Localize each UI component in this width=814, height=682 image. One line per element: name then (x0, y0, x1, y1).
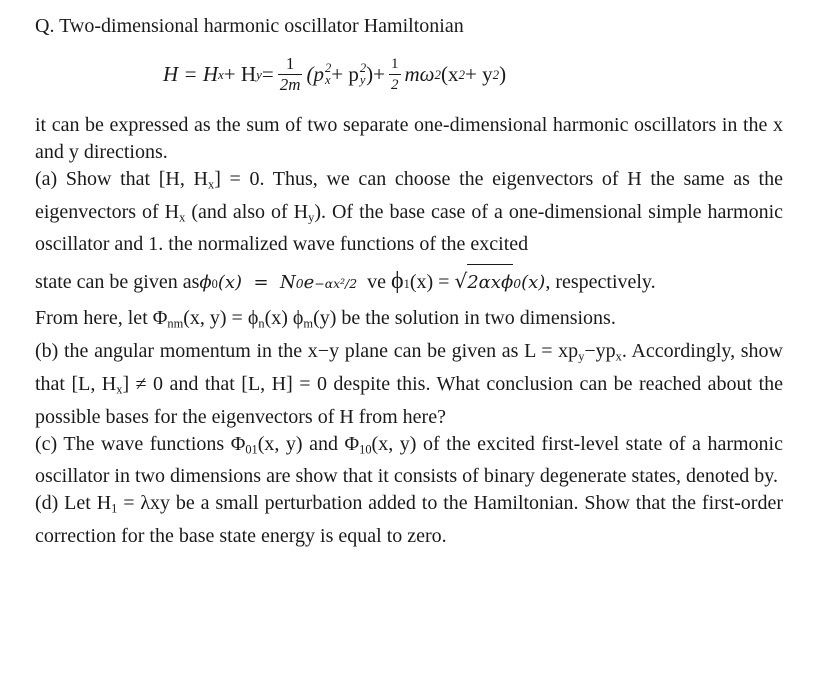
phi0-e: e (303, 272, 315, 294)
eq-frac1-num: 1 (285, 54, 295, 73)
eq-kinetic-open: (p (306, 62, 324, 86)
part-a-text-2-mid: (and also of H (185, 200, 309, 223)
eq-potential: mω (404, 62, 435, 86)
eq-px-sq: 2 (324, 61, 332, 76)
eq-kinetic-mid: + p (331, 62, 359, 86)
sqrt-arg: (x) (521, 272, 546, 294)
part-d-text-2: = λxy be a small perturbation added to the Hamiltonian. Show that the first-order correction for the base state energy is equal to zero. (35, 492, 783, 548)
phi0-sub: 0 (211, 277, 218, 292)
eq-potential-open: (x (441, 62, 459, 86)
line3-b: (x, y) = ϕ (183, 307, 259, 330)
part-b-text-1: (b) the angular momentum in the x−y plane can be given as L = xp (35, 340, 579, 363)
part-a-text-1: (a) Show that [H, H (35, 168, 208, 190)
part-d-text-1: (d) Let H (35, 492, 112, 515)
part-a-text-1-rest: ] = 0. Thus, we can choose the eigenvectors of H the same as the eigenvectors of H (35, 168, 783, 223)
phi1-symbol: ϕ (390, 268, 404, 295)
line3-sub-n: n (258, 317, 265, 332)
phi1-sub: 1 (403, 277, 410, 292)
part-b-sub-x-2: x (116, 382, 123, 397)
eq-y-sq: 2 (492, 66, 500, 82)
part-b-text-4: ] ≠ 0 and that [L, H] = 0 despite this. What conclusion can be reached about the possible bases for the eigenvectors of H from here? (35, 372, 783, 428)
sqrt-sign: √ (454, 269, 468, 294)
hamiltonian-expression (163, 54, 506, 95)
phi1-arg: (x) = (409, 271, 455, 294)
eq-kinetic-close: ) (366, 62, 374, 86)
phi0-symbol: ϕ (199, 272, 212, 294)
eq-plus: + (373, 62, 385, 86)
eq-x-sq: 2 (458, 66, 466, 82)
question-document (35, 12, 783, 550)
line3-a: From here, let Φ (35, 307, 168, 330)
sqrt-body: 2αxϕ (467, 264, 513, 300)
part-a-paragraph (35, 166, 783, 258)
question-title: Q. Two-dimensional harmonic oscillator Hamiltonian (35, 15, 464, 37)
part-a-solution-line (35, 305, 783, 338)
eq-omega-sq: 2 (434, 66, 442, 82)
phi0-arg: (x) = N (217, 272, 296, 294)
line3-sub-nm: nm (167, 317, 184, 332)
part-c-text-2: (x, y) and Φ (257, 432, 360, 455)
part-b-sub-y: y (578, 349, 585, 364)
part-a-sub-x: x (207, 177, 215, 192)
line3-d: (y) be the solution in two dimensions. (313, 307, 616, 330)
eq-frac2-den: 2 (389, 74, 401, 95)
eq-px-sub: x (324, 72, 331, 87)
part-a-line2-lead: state can be given as (35, 271, 200, 294)
part-c-sub-01: 01 (245, 442, 258, 457)
part-a-sub-x-2: x (179, 210, 186, 225)
phi-ve: ve (357, 271, 391, 294)
eq-sub-x: x (218, 66, 224, 82)
part-c-text-1: (c) The wave functions Φ (35, 432, 246, 455)
line3-sub-m: m (303, 317, 314, 332)
eq-fraction-1-over-2m (278, 54, 303, 95)
part-c-paragraph (35, 431, 783, 491)
phi0-n-sub: 0 (295, 276, 304, 292)
part-a-text-2-rest: ). Of the base case of a one-dimensional simple harmonic oscillator and 1. the normalized wave functions of the excited (35, 200, 784, 256)
part-b-text-3: . Accordingly, show that [L, H (35, 340, 783, 395)
eq-lhs: H = H (163, 62, 219, 86)
eq-py-sq: 2 (359, 61, 367, 76)
phi0-exponent: −αx²/2 (314, 276, 358, 292)
eq-potential-mid: + y (465, 62, 493, 86)
eq-fraction-1-over-2 (389, 54, 401, 95)
eq-sub-y: y (256, 66, 262, 82)
eq-frac1-den: 2m (279, 75, 301, 94)
hamiltonian-equation (35, 40, 783, 112)
eq-plus-h: + H (223, 62, 257, 86)
part-c-text-3: (x, y) of the excited first-level state of a harmonic oscillator in two dimensions are show that it consists of binary degenerate states, denoted by. (35, 432, 783, 488)
respectively: , respectively. (545, 271, 656, 294)
intro-paragraph: it can be expressed as the sum of two separate one-dimensional harmonic oscillators in the x and y directions. (35, 114, 783, 163)
part-a-sub-y: y (308, 210, 315, 225)
eq-potential-close: ) (499, 62, 507, 86)
eq-frac2-num: 1 (391, 56, 399, 72)
part-c-sub-10: 10 (359, 442, 372, 457)
part-d-paragraph (35, 490, 783, 550)
eq-equals: = (261, 62, 274, 86)
part-a-wavefunction-line (35, 264, 783, 301)
part-b-text-2: −yp (584, 340, 616, 363)
sqrt-phi-sub: 0 (513, 276, 522, 292)
eq-py-sub: y (359, 72, 366, 87)
part-d-sub-1: 1 (111, 502, 118, 517)
part-b-paragraph (35, 338, 783, 430)
part-b-sub-x: x (615, 349, 622, 364)
line3-c: (x) ϕ (264, 307, 304, 330)
